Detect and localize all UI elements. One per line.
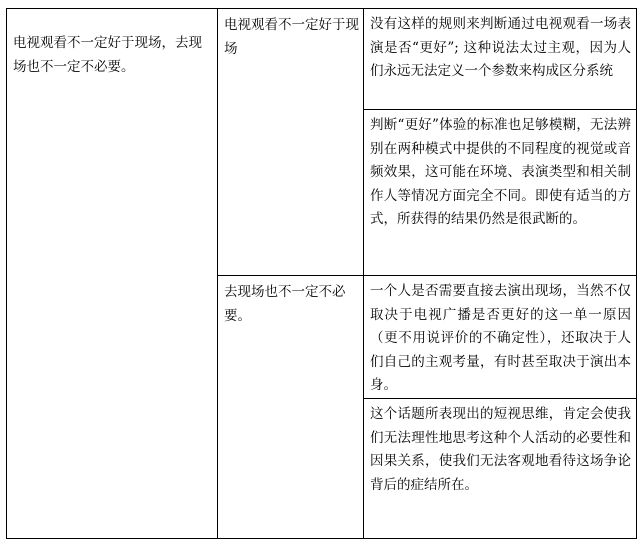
claim-cell [218, 276, 364, 539]
point-text: 这个话题所表现出的短视思维，肯定会使我们无法理性地思考这种个人活动的必要性和因果关系，使我们无法客观地看待这场争论背后的症结所在。 [370, 406, 631, 493]
argument-table [6, 8, 637, 539]
point-cell [364, 276, 637, 399]
claim-text: 去现场也不一定不必要。 [224, 284, 346, 324]
point-cell [364, 399, 637, 539]
point-cell [364, 110, 637, 276]
point-text: 没有这样的规则来判断通过电视观看一场表演是否“更好”; 这种说法太过主观，因为人们永远无法定义一个参数来构成区分系统 [370, 16, 631, 79]
point-text: 判断“更好”体验的标准也足够模糊，无法辨别在两种模式中提供的不同程度的视觉或音频效果，这可能在环境、表演类型和相关制作人等情况方面完全不同。即使有适当的方式，所获得的结果仍然是很武断的。 [370, 117, 631, 227]
table-row [7, 9, 637, 110]
claim-cell [218, 9, 364, 276]
topic-text: 电视观看不一定好于现场，去现场也不一定不必要。 [13, 35, 202, 75]
point-cell [364, 9, 637, 110]
claim-text: 电视观看不一定好于现场 [224, 17, 359, 57]
point-text: 一个人是否需要直接去演出现场，当然不仅取决于电视广播是否更好的这一单一原因（更不用说评价的不确定性），还取决于人们自己的主观考量，有时甚至取决于演出本身。 [370, 283, 631, 393]
topic-cell [7, 9, 218, 539]
